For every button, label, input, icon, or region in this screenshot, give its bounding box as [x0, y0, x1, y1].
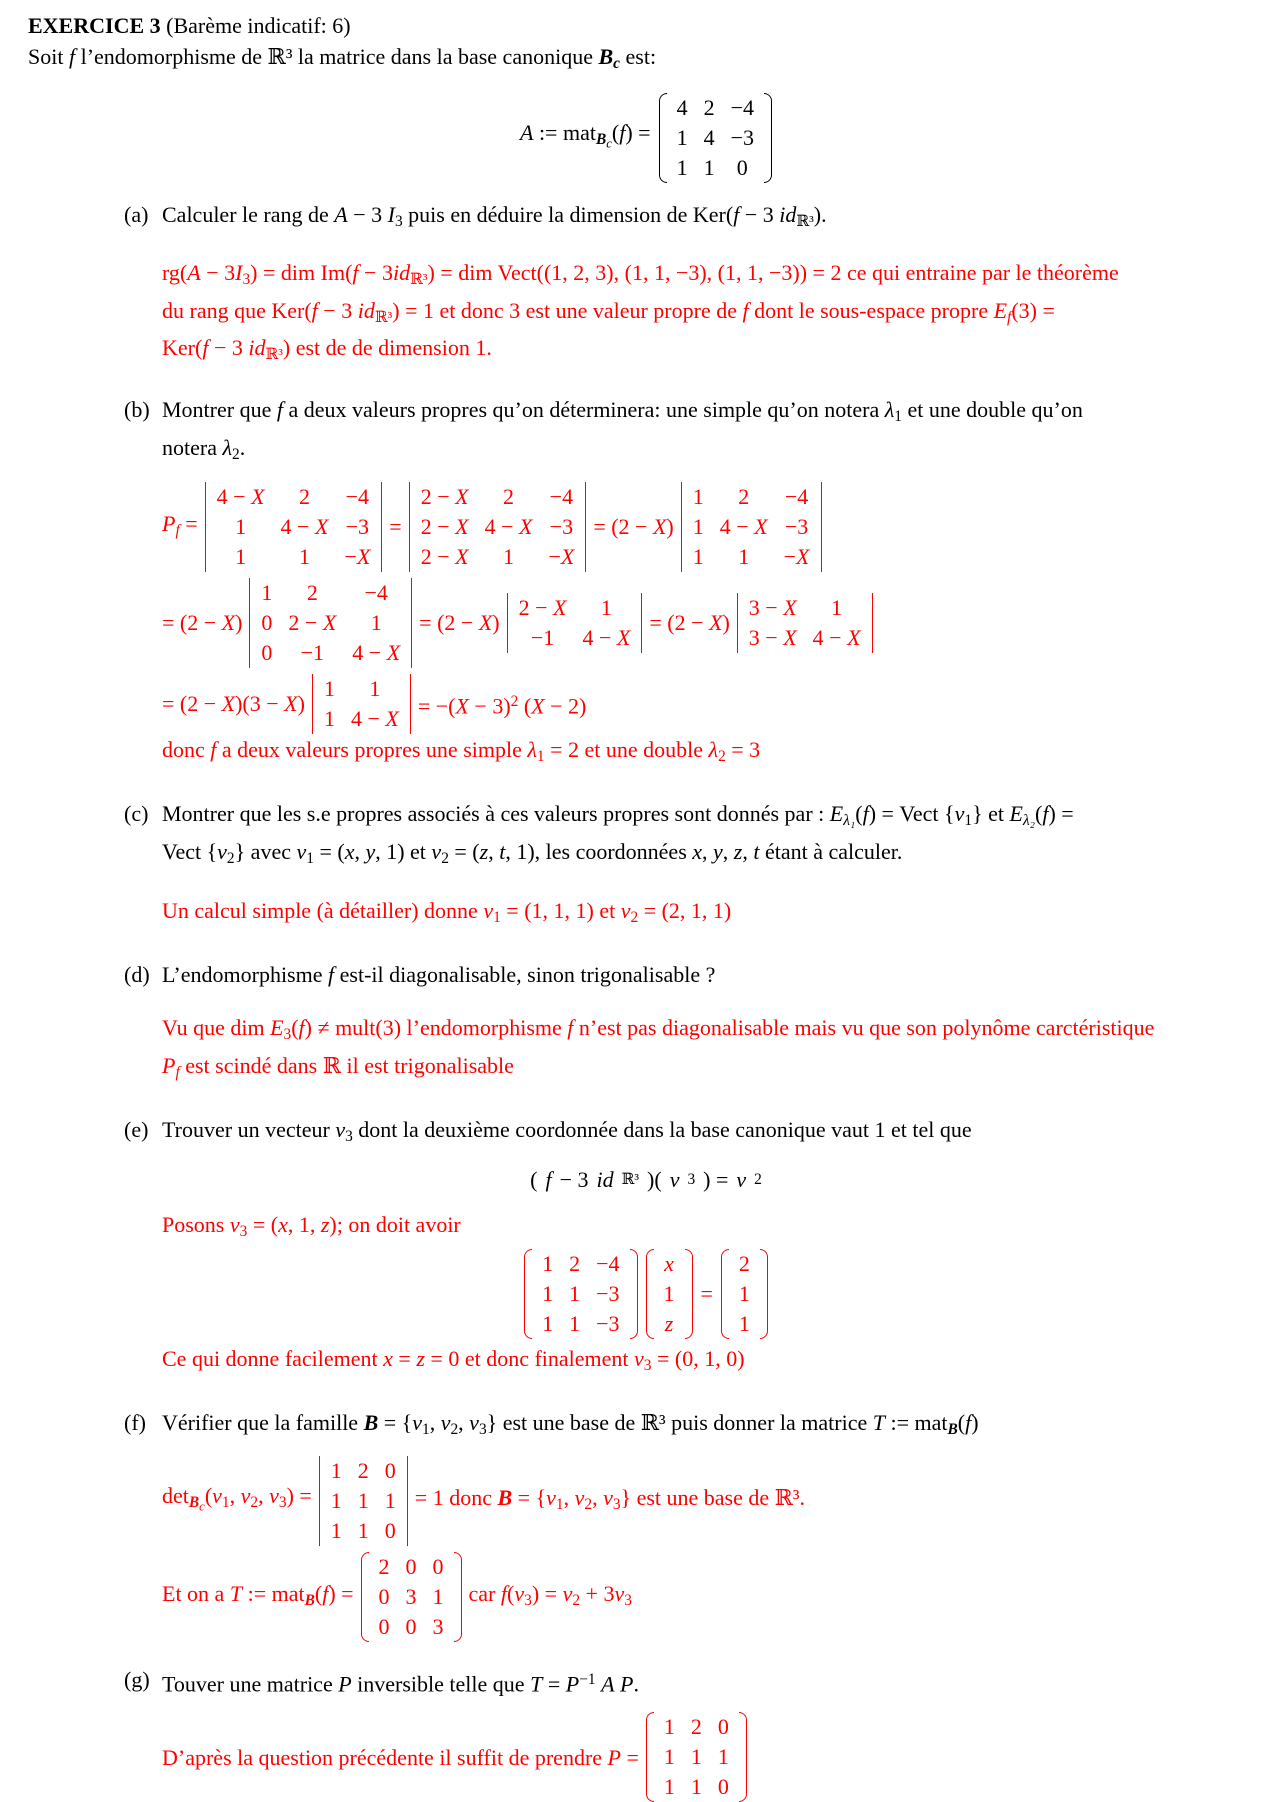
- question-g-text: Touver une matrice P inversible telle que $T = P^{-1}$ A P.: [162, 1671, 639, 1698]
- matrix-a: 4 2 −4 1 4 −3 1 1 0: [659, 93, 772, 183]
- factor-4: = (2 − X): [649, 610, 730, 636]
- question-b-line-2: notera λ2.: [162, 435, 246, 463]
- question-b-tag: (b): [124, 397, 150, 423]
- answer-b-formula-1: [162, 482, 1264, 572]
- answer-f: [28, 1456, 1264, 1642]
- answer-a-line-2: du rang que Ker(f − 3 idℝ³) = 1 et donc 3 est une valeur propre de f dont le sous-espace propre Ef(3) =: [162, 297, 1055, 326]
- exercise-title-bold: EXERCICE 3: [28, 13, 161, 38]
- question-f: [124, 1407, 1264, 1445]
- answer-d-line-1: Vu que dim E3(f) ≠ mult(3) l’endomorphisme f n’est pas diagonalisable mais vu que son polynôme carctéristique: [162, 1015, 1155, 1044]
- question-g: [124, 1664, 1264, 1700]
- question-f-text: Vérifier que la famille B = {v1, v2, v3} est une base de ℝ³ puis donner la matrice T := matB(f): [162, 1409, 979, 1438]
- answer-a-line-1: rg(A − 3I3) = dim Im(f − 3idℝ³) = dim Vect((1, 2, 3), (1, 1, −3), (1, 1, −3)) = 2 ce qui entraine par le théorème: [162, 259, 1119, 288]
- matrix-coeff: 1 2 −4 1 1 −3 1 1 −3: [524, 1249, 637, 1339]
- determinant-6: 3 − X 1 3 − X 4 − X: [737, 593, 873, 653]
- determinant-1: 4 − X 2 −4 1 4 − X −3 1 1 −X: [205, 482, 383, 572]
- exercise-title: [28, 10, 1264, 41]
- determinant-2: 2 − X 2 −4 2 − X 4 − X −3 2 − X 1 −X: [409, 482, 587, 572]
- question-c: [124, 798, 1264, 874]
- vector-rhs: 2 1 1: [721, 1249, 768, 1339]
- question-d-text: L’endomorphisme f est-il diagonalisable, sinon trigonalisable ?: [162, 962, 716, 988]
- matrix-a-label: A := matB$_c$(f) =: [519, 119, 651, 151]
- intro-line: Soit f l’endomorphisme de ℝ³ la matrice dans la base canonique Bc est:: [28, 44, 657, 72]
- pf-label: Pf =: [162, 510, 198, 539]
- factor-3: = (2 − X): [419, 610, 500, 636]
- question-d: [124, 959, 1264, 990]
- factor-2: = (2 − X): [162, 610, 243, 636]
- question-c-line-1: Montrer que les s.e propres associés à ces valeurs propres sont donnés par : Eλ₁(f) = Vect {v1} et Eλ₂(f) =: [162, 800, 1074, 829]
- equals-sign: =: [389, 514, 402, 540]
- answer-b: [28, 482, 1264, 772]
- question-d-tag: (d): [124, 962, 150, 988]
- answer-g-line: [162, 1712, 1264, 1802]
- matrix-t: 2 0 0 0 3 1 0 0 3: [361, 1552, 462, 1642]
- question-e-text: Trouver un vecteur v3 dont la deuxième coordonnée dans la base canonique vaut 1 et tel que: [162, 1116, 972, 1145]
- determinant-3: 1 2 −4 1 4 − X −3 1 1 −X: [681, 482, 822, 572]
- exercise-title-rest: (Barème indicatif: 6): [160, 13, 351, 38]
- question-e: [124, 1114, 1264, 1152]
- question-a-text: Calculer le rang de A − 3 I3 puis en déduire la dimension de Ker(f − 3 idℝ³).: [162, 201, 827, 230]
- question-c-tag: (c): [124, 800, 149, 826]
- question-a: [124, 199, 1264, 237]
- answer-g: [28, 1712, 1264, 1802]
- matrix-p: 1 2 0 1 1 1 1 1 0: [646, 1712, 747, 1802]
- vector-unknowns: x 1 z: [646, 1249, 693, 1339]
- equals-sign-2: =: [700, 1281, 713, 1307]
- answer-d-line-2: Pf est scindé dans ℝ il est trigonalisable: [162, 1053, 514, 1081]
- answer-c-line-1: Un calcul simple (à détailler) donne v1 = (1, 1, 1) et v2 = (2, 1, 1): [162, 898, 732, 927]
- answer-c: [28, 895, 1264, 933]
- t-justification: car f(v3) = v2 + 3v3: [468, 1581, 632, 1610]
- matrix-a-display: [28, 93, 1264, 183]
- answer-e: [28, 1209, 1264, 1381]
- answer-f-det-line: [162, 1456, 1264, 1546]
- det-conclusion: = 1 donc B = {v1, v2, v3} est une base de ℝ³.: [414, 1485, 806, 1514]
- answer-b-formula-3: [162, 674, 1264, 734]
- result-polynomial: = $-(X - 3)^2$ (X − 2): [417, 693, 587, 719]
- question-c-line-2: Vect {v2} avec v1 = (x, y, 1) et v2 = (z, t, 1), les coordonnées x, y, z, t étant à calculer.: [162, 838, 903, 867]
- question-g-tag: (g): [124, 1667, 150, 1693]
- question-e-tag: (e): [124, 1116, 149, 1142]
- question-b-line-1: Montrer que f a deux valeurs propres qu’on déterminera: une simple qu’on notera λ1 et une double qu’on: [162, 397, 1083, 426]
- answer-b-formula-2: [162, 578, 1264, 668]
- determinant-5: 2 − X 1 −1 4 − X: [507, 593, 643, 653]
- p-label: D’après la question précédente il suffit de prendre P =: [162, 1744, 639, 1770]
- factor-5: = (2 − X)(3 − X): [162, 691, 305, 717]
- answer-e-line-1: Posons v3 = (x, 1, z); on doit avoir: [162, 1211, 461, 1240]
- answer-a: [28, 257, 1264, 371]
- determinant-7: 1 1 1 4 − X: [312, 674, 411, 734]
- t-label: Et on a T := matB(f) =: [162, 1581, 354, 1610]
- question-b: [124, 394, 1264, 470]
- answer-d: [28, 1012, 1264, 1088]
- determinant-base: 1 2 0 1 1 1 1 1 0: [319, 1456, 408, 1546]
- answer-a-line-3: Ker(f − 3 idℝ³) est de de dimension 1.: [162, 335, 492, 364]
- question-e-equation: ( f − 3 id ℝ³ )( v 3 ) = v 2: [530, 1166, 762, 1192]
- determinant-4: 1 2 −4 0 2 − X 1 0 −1 4 − X: [249, 578, 412, 668]
- answer-e-matrix-equation: [28, 1249, 1264, 1339]
- answer-b-conclusion: donc f a deux valeurs propres une simple λ1 = 2 et une double λ2 = 3: [162, 736, 761, 765]
- question-a-tag: (a): [124, 201, 149, 227]
- question-f-tag: (f): [124, 1409, 146, 1435]
- factor-1: = (2 − X): [593, 514, 674, 540]
- det-label: detB$_c$(v1, v2, v3) =: [162, 1483, 312, 1514]
- answer-f-t-line: [162, 1552, 1264, 1642]
- answer-e-line-2: Ce qui donne facilement x = z = 0 et donc finalement v3 = (0, 1, 0): [162, 1345, 745, 1374]
